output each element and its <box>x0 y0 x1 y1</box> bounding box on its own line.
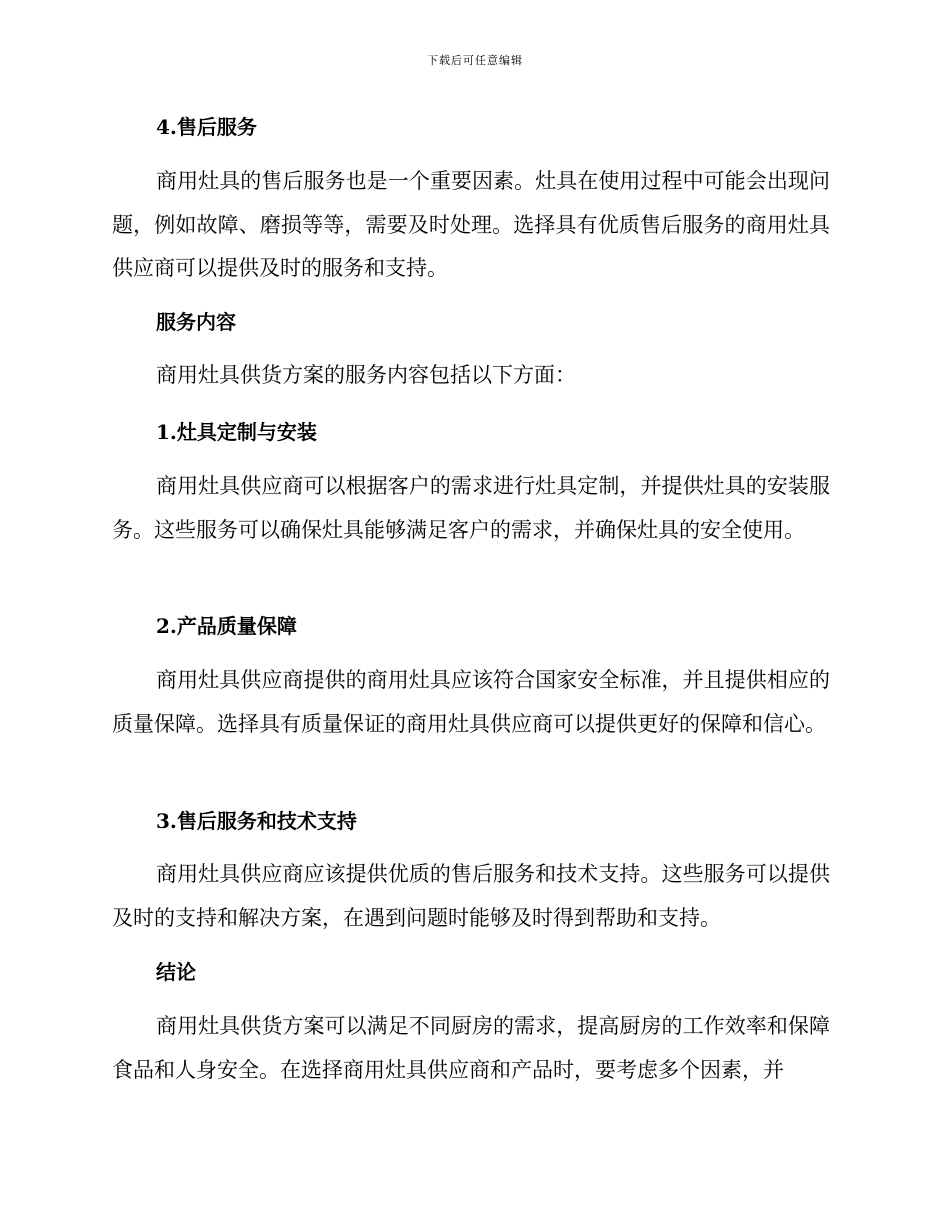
section-heading-customization: 1.灶具定制与安装 <box>156 420 317 444</box>
paragraph-after-sales <box>112 160 830 291</box>
section-heading-support: 3.售后服务和技术支持 <box>156 809 357 833</box>
paragraph-line: 商用灶具供货方案的服务内容包括以下方面： <box>156 363 576 387</box>
section-heading-service-content: 服务内容 <box>156 310 236 334</box>
page-header: 下载后可任意编辑 <box>427 54 523 67</box>
paragraph-conclusion <box>112 1005 830 1092</box>
paragraph-customization <box>112 465 830 552</box>
paragraph-line: 用。 <box>763 517 805 542</box>
paragraph-line: 的质量保障。选择具有质量保证的商用灶具供应商可以提供更好的保障和信 <box>112 668 830 736</box>
paragraph-line: 商用灶具供应商应该提供优质的售后服务和技术支持。这些服务可以提 <box>156 862 809 886</box>
paragraph-line: 心。 <box>784 711 826 736</box>
paragraph-line: 商用灶具的售后服务也是一个重要因素。灶具在使用过程中可能会出现 <box>156 169 809 193</box>
paragraph-line: 商用灶具供应商可以根据客户的需求进行灶具定制，并提供灶具的安装 <box>156 474 809 498</box>
section-heading-after-sales: 4.售后服务 <box>156 115 257 139</box>
paragraph-line: 服务。这些服务可以确保灶具能够满足客户的需求，并确保灶具的安全使 <box>112 474 830 542</box>
paragraph-service-intro <box>112 354 830 398</box>
paragraph-support <box>112 853 830 940</box>
paragraph-line: 问题，例如故障、磨损等等，需要及时处理。选择具有优质售后服务的商用 <box>112 169 830 237</box>
section-heading-quality: 2.产品质量保障 <box>156 614 297 638</box>
paragraph-quality <box>112 659 830 746</box>
paragraph-line: 灶具供应商可以提供及时的服务和支持。 <box>112 212 831 280</box>
paragraph-line: 障食品和人身安全。在选择商用灶具供应商和产品时，要考虑多个因素，并 <box>112 1014 830 1082</box>
paragraph-line: 商用灶具供货方案可以满足不同厨房的需求，提高厨房的工作效率和保 <box>156 1014 809 1038</box>
section-heading-conclusion: 结论 <box>156 960 196 984</box>
paragraph-line: 商用灶具供应商提供的商用灶具应该符合国家安全标准，并且提供相应 <box>156 668 809 692</box>
paragraph-line: 供及时的支持和解决方案，在遇到问题时能够及时得到帮助和支持。 <box>112 862 830 930</box>
